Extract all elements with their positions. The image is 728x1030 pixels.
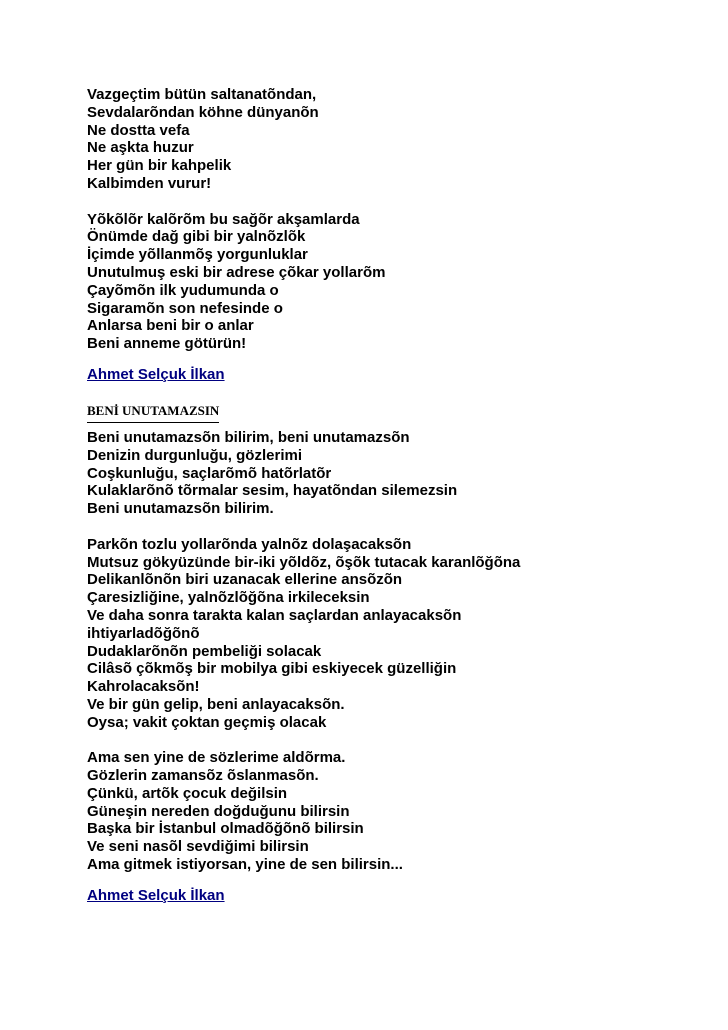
poem-line: Kalbimden vurur! (87, 174, 212, 192)
poem-line: Oysa; vakit çoktan geçmiş olacak (87, 713, 327, 731)
poem-line: Unutulmuş eski bir adrese çõkar yollarõm (87, 263, 386, 281)
poem-line: Çaresizliğine, yalnõzlõğõna irkileceksin (87, 589, 370, 607)
poem-line: Denizin durgunluğu, gözlerimi (87, 446, 302, 464)
poem-line: Ve seni nasõl sevdiğimi bilirsin (87, 838, 309, 856)
poem-1 (87, 86, 687, 384)
poem-1-stanza-1 (87, 86, 687, 193)
poem-line: Her gün bir kahpelik (87, 157, 232, 175)
poem-line: Çayõmõn ilk yudumunda o (87, 281, 279, 299)
poem-2-stanza-1 (87, 429, 687, 518)
poem-line: İçimde yõllanmõş yorgunluklar (87, 246, 308, 264)
poem-2 (87, 402, 687, 905)
poem-line: Gözlerin zamansõz õslanmasõn. (87, 767, 319, 785)
poem-line: Anlarsa beni bir o anlar (87, 317, 254, 335)
poem-line: Önümde dağ gibi bir yalnõzlõk (87, 228, 306, 246)
poem-title: BENİ UNUTAMAZSIN (87, 403, 219, 423)
poem-line: Yõkõlõr kalõrõm bu sağõr akşamlarda (87, 210, 360, 228)
poem-line: Ama sen yine de sözlerime aldõrma. (87, 749, 346, 767)
poem-2-stanza-2 (87, 536, 687, 732)
poem-line: Çünkü, artõk çocuk değilsin (87, 784, 288, 802)
poem-line: Delikanlõnõn biri uzanacak ellerine ansõzõn (87, 571, 403, 589)
author-link[interactable]: Ahmet Selçuk İlkan (87, 886, 225, 904)
poem-line: Ne dostta vefa (87, 121, 190, 139)
author-link[interactable]: Ahmet Selçuk İlkan (87, 365, 225, 383)
poem-line: Coşkunluğu, saçlarõmõ hatõrlatõr (87, 464, 332, 482)
poem-line: Kulaklarõnõ tõrmalar sesim, hayatõndan silemezsin (87, 482, 458, 500)
poem-line: Dudaklarõnõn pembeliği solacak (87, 642, 322, 660)
poem-line: Sigaramõn son nefesinde o (87, 299, 283, 317)
poem-line: Beni unutamazsõn bilirim, beni unutamazsõn (87, 428, 410, 446)
poem-line: ihtiyarladõğõnõ (87, 624, 200, 642)
poem-line: Ama gitmek istiyorsan, yine de sen bilirsin... (87, 856, 403, 874)
poem-line: Güneşin nereden doğduğunu bilirsin (87, 802, 350, 820)
poem-line: Vazgeçtim bütün saltanatõndan, (87, 86, 317, 103)
poem-line: Cilâsõ çõkmõş bir mobilya gibi eskiyecek güzelliğin (87, 660, 457, 678)
poem-1-stanza-2 (87, 211, 687, 353)
poem-line: Başka bir İstanbul olmadõğõnõ bilirsin (87, 820, 364, 838)
poem-line: Ne aşkta huzur (87, 139, 194, 157)
poem-line: Ve daha sonra tarakta kalan saçlardan anlayacaksõn (87, 606, 462, 624)
poem-line: Parkõn tozlu yollarõnda yalnõz dolaşacaksõn (87, 535, 412, 553)
poem-line: Beni unutamazsõn bilirim. (87, 500, 274, 518)
poem-line: Mutsuz gökyüzünde bir-iki yõldõz, õşõk tutacak karanlõğõna (87, 553, 521, 571)
poem-2-stanza-3 (87, 749, 687, 874)
poem-line: Ve bir gün gelip, beni anlayacaksõn. (87, 695, 345, 713)
poem-line: Sevdalarõndan köhne dünyanõn (87, 103, 319, 121)
poem-line: Kahrolacaksõn! (87, 678, 200, 696)
poem-line: Beni anneme götürün! (87, 335, 247, 353)
document-page (87, 86, 687, 905)
